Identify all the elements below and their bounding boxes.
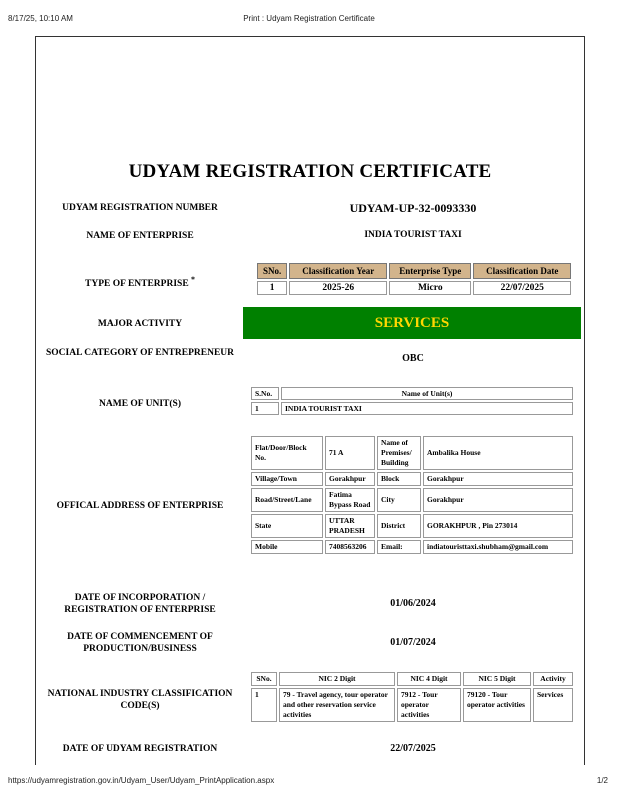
city-value: Gorakhpur <box>423 488 573 512</box>
commencement-date: 01/07/2024 <box>390 637 436 648</box>
village-value: Gorakhpur <box>325 472 375 486</box>
print-page-number: 1/2 <box>596 776 608 785</box>
table-row <box>251 688 573 722</box>
cls-header-sno: SNo. <box>257 263 287 279</box>
classification-table <box>255 261 573 297</box>
address-table <box>249 434 575 556</box>
district-value: GORAKHPUR , Pin 273014 <box>423 514 573 538</box>
road-value: Fatima Bypass Road <box>325 488 375 512</box>
premises-value: Ambalika House <box>423 436 573 470</box>
enterprise-type-asterisk: * <box>191 275 195 284</box>
nic-header-activity: Activity <box>533 672 573 686</box>
nic-header-2digit: NIC 2 Digit <box>279 672 395 686</box>
major-activity-banner: SERVICES <box>243 307 581 339</box>
table-row <box>251 402 573 415</box>
cls-sno: 1 <box>257 281 287 295</box>
units-table <box>249 385 575 417</box>
print-title: Print : Udyam Registration Certificate <box>243 14 375 23</box>
unit-sno: 1 <box>251 402 279 415</box>
nic-header-5digit: NIC 5 Digit <box>463 672 531 686</box>
city-label: City <box>377 488 421 512</box>
social-category-label: SOCIAL CATEGORY OF ENTREPRENEUR <box>45 348 235 358</box>
flat-label: Flat/Door/Block No. <box>251 436 323 470</box>
road-label: Road/Street/Lane <box>251 488 323 512</box>
premises-label: Name of Premises/ Building <box>377 436 421 470</box>
units-header-name: Name of Unit(s) <box>281 387 573 400</box>
enterprise-name-label: NAME OF ENTERPRISE <box>86 231 194 241</box>
certificate-title: UDYAM REGISTRATION CERTIFICATE <box>128 161 492 182</box>
nic-2digit: 79 - Travel agency, tour operator and other reservation service activities <box>279 688 395 722</box>
major-activity-label: MAJOR ACTIVITY <box>97 319 183 329</box>
cls-date: 22/07/2025 <box>473 281 571 295</box>
nic-table <box>249 670 575 724</box>
nic-sno: 1 <box>251 688 277 722</box>
incorporation-date: 01/06/2024 <box>390 598 436 609</box>
mobile-label: Mobile <box>251 540 323 554</box>
units-label: NAME OF UNIT(S) <box>99 399 181 409</box>
address-label: OFFICAL ADDRESS OF ENTERPRISE <box>56 501 224 511</box>
udyam-date: 22/07/2025 <box>390 743 436 754</box>
district-label: District <box>377 514 421 538</box>
cls-header-year: Classification Year <box>289 263 387 279</box>
unit-name: INDIA TOURIST TAXI <box>281 402 573 415</box>
enterprise-type-label-text: TYPE OF ENTERPRISE <box>85 279 189 290</box>
nic-label: NATIONAL INDUSTRY CLASSIFICATION CODE(S) <box>47 689 233 711</box>
village-label: Village/Town <box>251 472 323 486</box>
flat-value: 71 A <box>325 436 375 470</box>
state-value: UTTAR PRADESH <box>325 514 375 538</box>
mobile-value: 7408563206 <box>325 540 375 554</box>
print-timestamp: 8/17/25, 10:10 AM <box>8 14 73 23</box>
table-row <box>257 281 571 295</box>
print-url: https://udyamregistration.gov.in/Udyam_User/Udyam_PrintApplication.aspx <box>8 776 275 785</box>
udyam-date-label: DATE OF UDYAM REGISTRATION <box>62 744 218 754</box>
reg-number: UDYAM-UP-32-0093330 <box>349 201 477 215</box>
cls-type: Micro <box>389 281 471 295</box>
units-header-sno: S.No. <box>251 387 279 400</box>
nic-5digit: 79120 - Tour operator activities <box>463 688 531 722</box>
cls-header-type: Enterprise Type <box>389 263 471 279</box>
nic-header-sno: SNo. <box>251 672 277 686</box>
reg-number-label: UDYAM REGISTRATION NUMBER <box>62 203 218 213</box>
cls-header-date: Classification Date <box>473 263 571 279</box>
block-label: Block <box>377 472 421 486</box>
cls-year: 2025-26 <box>289 281 387 295</box>
incorporation-date-label: DATE OF INCORPORATION / REGISTRATION OF ENTERPRISE <box>64 593 216 615</box>
social-category: OBC <box>402 353 424 364</box>
email-value: indiatouristtaxi.shubham@gmail.com <box>423 540 573 554</box>
nic-activity: Services <box>533 688 573 722</box>
nic-header-4digit: NIC 4 Digit <box>397 672 461 686</box>
commencement-date-label: DATE OF COMMENCEMENT OF PRODUCTION/BUSINESS <box>67 632 213 654</box>
enterprise-name: INDIA TOURIST TAXI <box>364 230 462 240</box>
nic-4digit: 7912 - Tour operator activities <box>397 688 461 722</box>
email-label: Email: <box>377 540 421 554</box>
enterprise-type-label <box>45 274 235 290</box>
block-value: Gorakhpur <box>423 472 573 486</box>
state-label: State <box>251 514 323 538</box>
